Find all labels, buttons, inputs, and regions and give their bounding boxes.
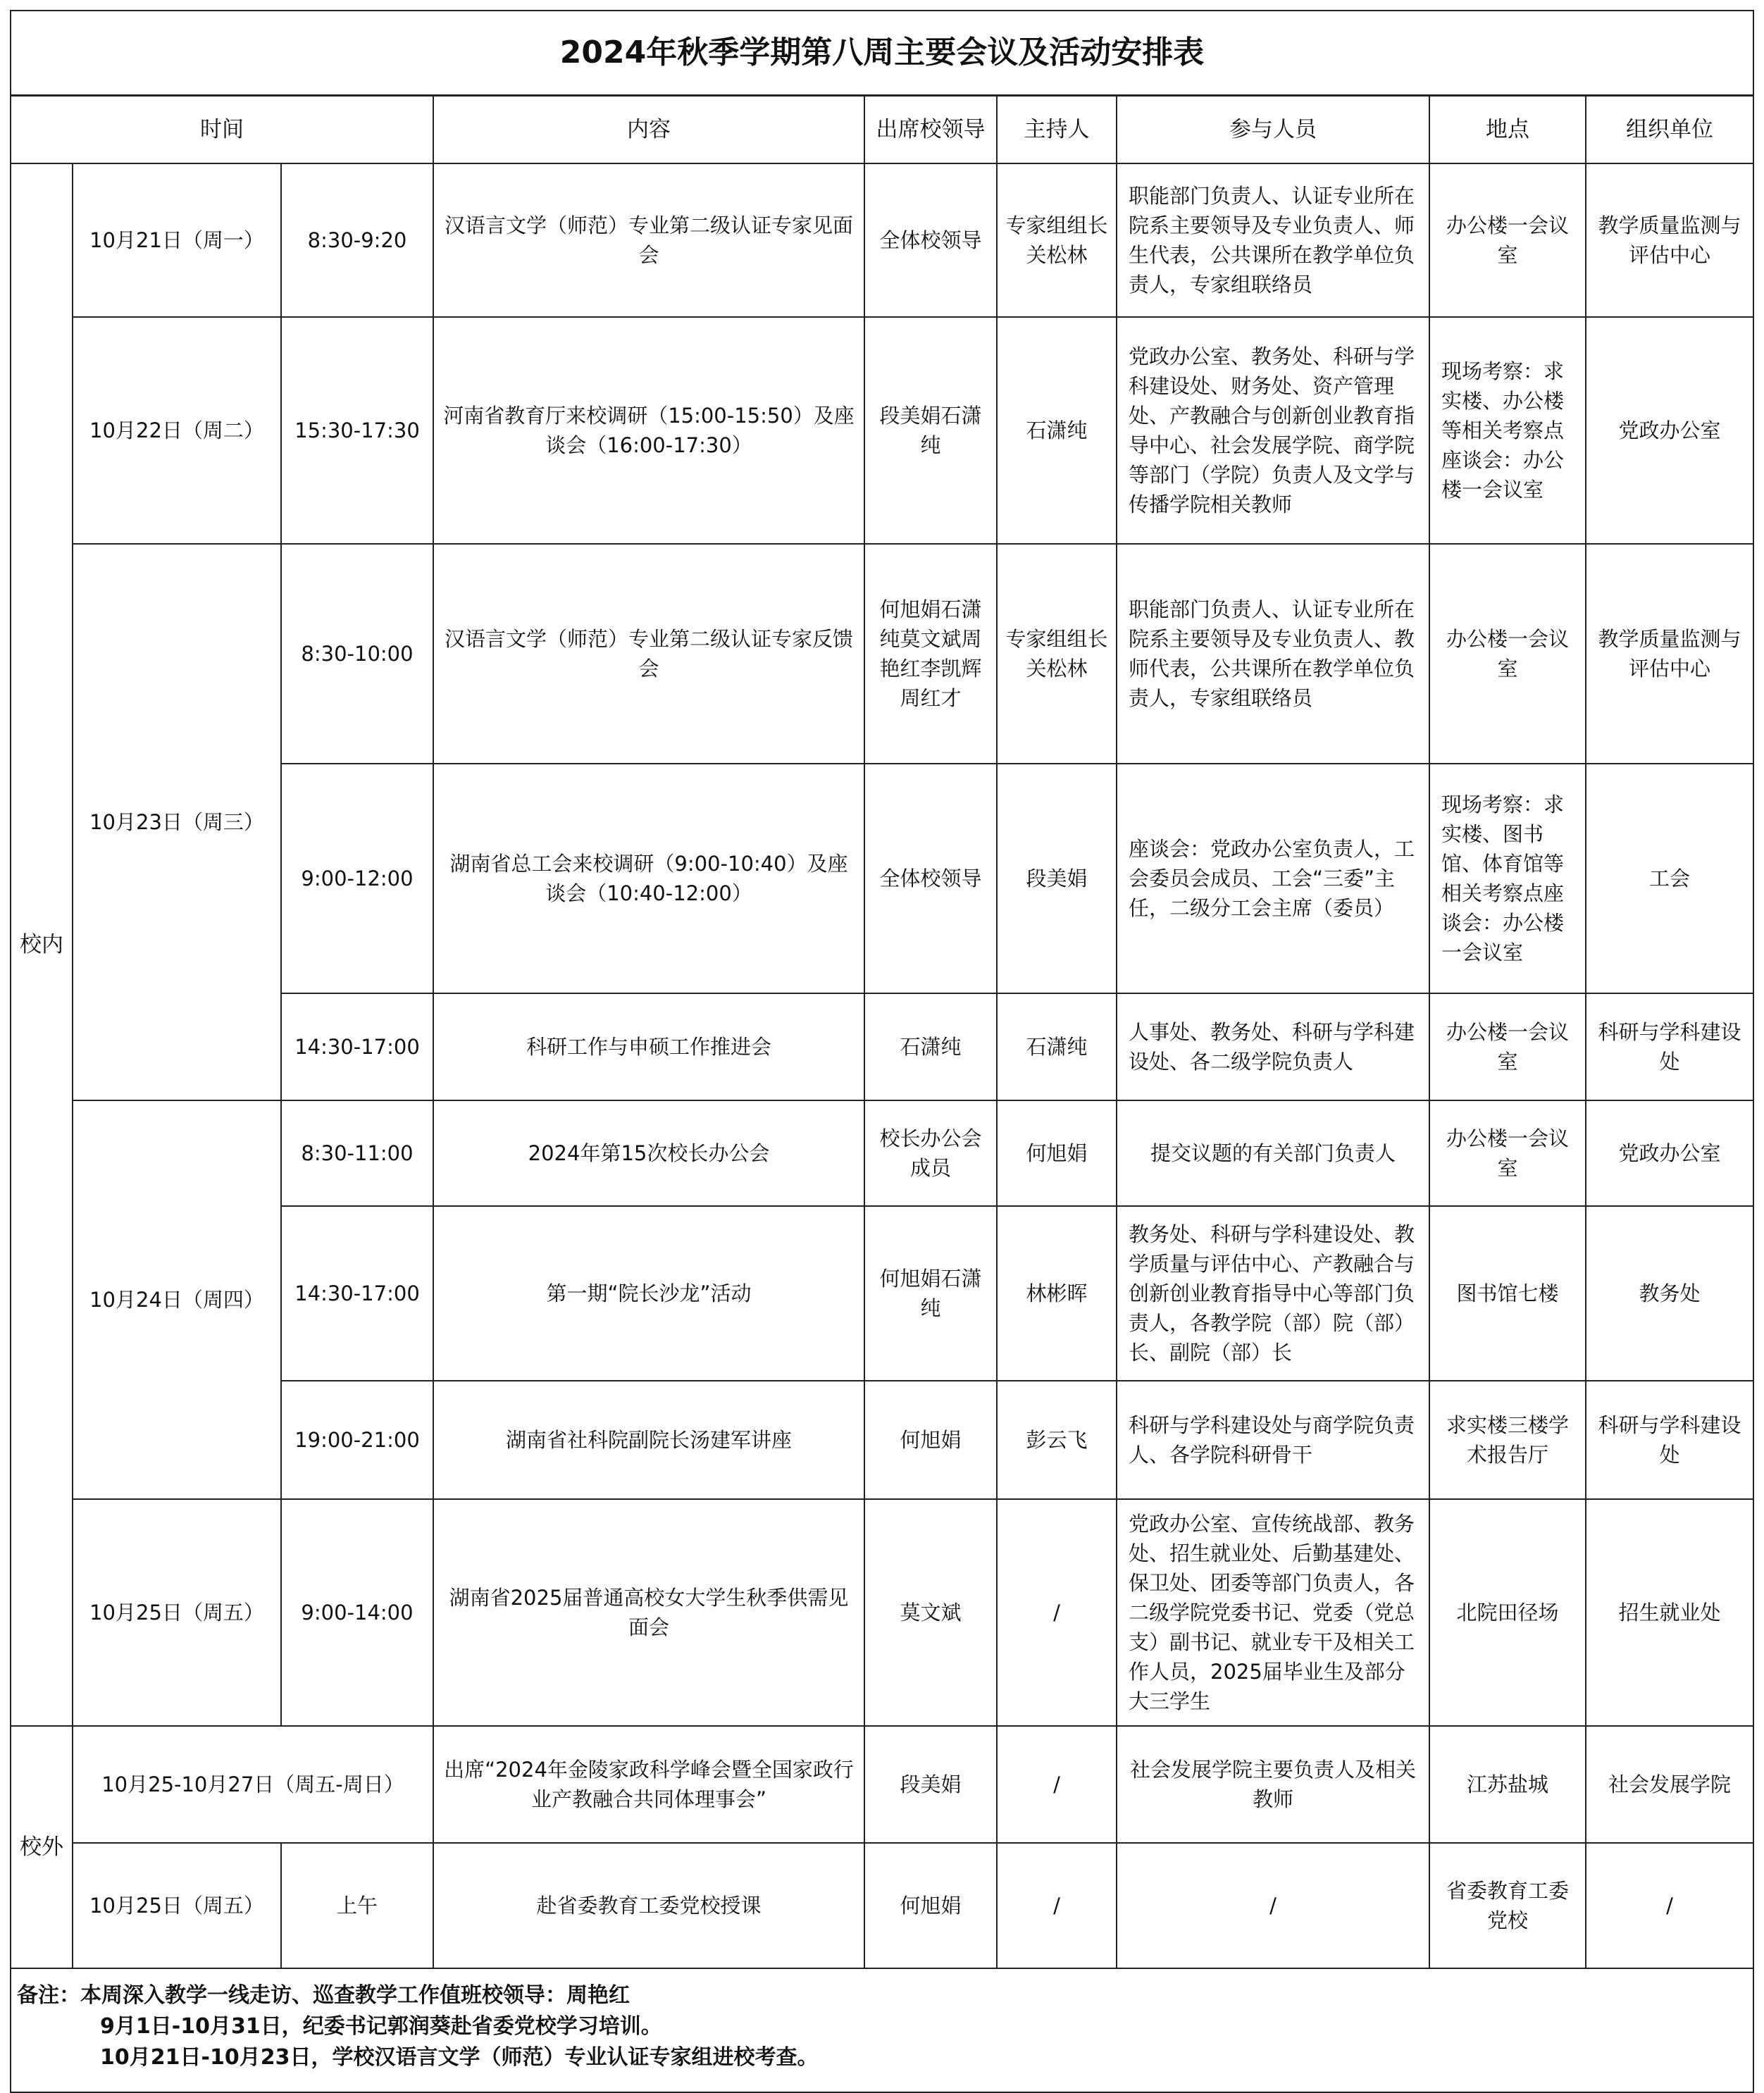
header-location: 地点	[1429, 96, 1586, 164]
host-cell: 专家组组长关松林	[997, 163, 1117, 317]
table-row	[11, 544, 1753, 764]
note-line: 备注：本周深入教学一线走访、巡查教学工作值班校领导：周艳红	[17, 1983, 630, 2008]
note-line: 10月21日-10月23日，学校汉语言文学（师范）专业认证专家组进校考查。	[100, 2045, 819, 2070]
content-cell: 汉语言文学（师范）专业第二级认证专家反馈会	[433, 544, 864, 764]
time-cell: 19:00-21:00	[281, 1381, 433, 1499]
page-title: 2024年秋季学期第八周主要会议及活动安排表	[11, 11, 1753, 96]
location-cell: 办公楼一会议室	[1429, 163, 1586, 317]
content-cell: 湖南省社科院副院长汤建军讲座	[433, 1381, 864, 1499]
location-cell: 图书馆七楼	[1429, 1206, 1586, 1381]
participants-cell: 社会发展学院主要负责人及相关教师	[1117, 1726, 1429, 1843]
time-cell: 8:30-9:20	[281, 163, 433, 317]
organizer-cell: /	[1586, 1843, 1753, 1968]
leader-cell: 何旭娟	[864, 1381, 997, 1499]
host-cell: /	[997, 1726, 1117, 1843]
participants-cell: 党政办公室、教务处、科研与学科建设处、财务处、资产管理处、产教融合与创新创业教育指导中心、社会发展学院、商学院等部门（学院）负责人及文学与传播学院相关教师	[1117, 317, 1429, 544]
host-cell: /	[997, 1499, 1117, 1726]
header-host: 主持人	[997, 96, 1117, 164]
header-content: 内容	[433, 96, 864, 164]
organizer-cell: 工会	[1586, 764, 1753, 993]
host-cell: 何旭娟	[997, 1100, 1117, 1206]
time-cell: 14:30-17:00	[281, 1206, 433, 1381]
leader-cell: 全体校领导	[864, 764, 997, 993]
content-cell: 科研工作与申硕工作推进会	[433, 993, 864, 1100]
location-cell: 北院田径场	[1429, 1499, 1586, 1726]
table-row	[11, 1726, 1753, 1843]
schedule-sheet	[10, 10, 1753, 2093]
organizer-cell: 教学质量监测与评估中心	[1586, 163, 1753, 317]
header-leader: 出席校领导	[864, 96, 997, 164]
date-cell: 10月23日（周三）	[73, 544, 281, 1100]
content-cell: 湖南省总工会来校调研（9:00-10:40）及座谈会（10:40-12:00）	[433, 764, 864, 993]
leader-cell: 段美娟	[864, 1726, 997, 1843]
leader-cell: 何旭娟石潇纯	[864, 1206, 997, 1381]
date-cell: 10月21日（周一）	[73, 163, 281, 317]
participants-cell: /	[1117, 1843, 1429, 1968]
organizer-cell: 科研与学科建设处	[1586, 993, 1753, 1100]
time-cell: 8:30-11:00	[281, 1100, 433, 1206]
participants-cell: 提交议题的有关部门负责人	[1117, 1100, 1429, 1206]
leader-cell: 全体校领导	[864, 163, 997, 317]
host-cell: 石潇纯	[997, 993, 1117, 1100]
location-cell: 求实楼三楼学术报告厅	[1429, 1381, 1586, 1499]
time-cell: 9:00-12:00	[281, 764, 433, 993]
date-cell: 10月25-10月27日（周五-周日）	[73, 1726, 433, 1843]
host-cell: 专家组组长关松林	[997, 544, 1117, 764]
group-label-outside: 校外	[11, 1726, 73, 1968]
host-cell: 石潇纯	[997, 317, 1117, 544]
group-label-inside: 校内	[11, 163, 73, 1726]
date-cell: 10月25日（周五）	[73, 1843, 281, 1968]
leader-cell: 校长办公会成员	[864, 1100, 997, 1206]
time-cell: 上午	[281, 1843, 433, 1968]
location-cell: 办公楼一会议室	[1429, 544, 1586, 764]
date-cell: 10月22日（周二）	[73, 317, 281, 544]
date-cell: 10月24日（周四）	[73, 1100, 281, 1499]
organizer-cell: 招生就业处	[1586, 1499, 1753, 1726]
content-cell: 赴省委教育工委党校授课	[433, 1843, 864, 1968]
organizer-cell: 科研与学科建设处	[1586, 1381, 1753, 1499]
content-cell: 第一期“院长沙龙”活动	[433, 1206, 864, 1381]
time-cell: 14:30-17:00	[281, 993, 433, 1100]
content-cell: 湖南省2025届普通高校女大学生秋季供需见面会	[433, 1499, 864, 1726]
time-cell: 9:00-14:00	[281, 1499, 433, 1726]
time-cell: 15:30-17:30	[281, 317, 433, 544]
location-cell: 省委教育工委党校	[1429, 1843, 1586, 1968]
location-cell: 现场考察：求实楼、办公楼等相关考察点座谈会：办公楼一会议室	[1429, 317, 1586, 544]
leader-cell: 段美娟石潇纯	[864, 317, 997, 544]
content-cell: 河南省教育厅来校调研（15:00-15:50）及座谈会（16:00-17:30）	[433, 317, 864, 544]
note-line: 9月1日-10月31日，纪委书记郭润葵赴省委党校学习培训。	[100, 2014, 662, 2039]
table-row	[11, 317, 1753, 544]
schedule-table	[10, 10, 1754, 2093]
notes	[11, 1968, 1753, 2092]
location-cell: 办公楼一会议室	[1429, 1100, 1586, 1206]
host-cell: 彭云飞	[997, 1381, 1117, 1499]
content-cell: 汉语言文学（师范）专业第二级认证专家见面会	[433, 163, 864, 317]
table-row	[11, 1499, 1753, 1726]
participants-cell: 科研与学科建设处与商学院负责人、各学院科研骨干	[1117, 1381, 1429, 1499]
participants-cell: 教务处、科研与学科建设处、教学质量与评估中心、产教融合与创新创业教育指导中心等部门负责人，各教学院（部）院（部）长、副院（部）长	[1117, 1206, 1429, 1381]
header-organizer: 组织单位	[1586, 96, 1753, 164]
participants-cell: 党政办公室、宣传统战部、教务处、招生就业处、后勤基建处、保卫处、团委等部门负责人，各二级学院党委书记、党委（党总支）副书记、就业专干及相关工作人员，2025届毕业生及部分大三学生	[1117, 1499, 1429, 1726]
location-cell: 江苏盐城	[1429, 1726, 1586, 1843]
content-cell: 2024年第15次校长办公会	[433, 1100, 864, 1206]
organizer-cell: 教务处	[1586, 1206, 1753, 1381]
organizer-cell: 党政办公室	[1586, 1100, 1753, 1206]
leader-cell: 石潇纯	[864, 993, 997, 1100]
host-cell: 林彬晖	[997, 1206, 1117, 1381]
location-cell: 现场考察：求实楼、图书馆、体育馆等相关考察点座谈会：办公楼一会议室	[1429, 764, 1586, 993]
organizer-cell: 党政办公室	[1586, 317, 1753, 544]
header-time: 时间	[11, 96, 433, 164]
header-participants: 参与人员	[1117, 96, 1429, 164]
organizer-cell: 教学质量监测与评估中心	[1586, 544, 1753, 764]
participants-cell: 职能部门负责人、认证专业所在院系主要领导及专业负责人、师生代表，公共课所在教学单位负责人，专家组联络员	[1117, 163, 1429, 317]
leader-cell: 莫文斌	[864, 1499, 997, 1726]
table-row	[11, 1100, 1753, 1206]
header-row	[11, 96, 1753, 164]
content-cell: 出席“2024年金陵家政科学峰会暨全国家政行业产教融合共同体理事会”	[433, 1726, 864, 1843]
table-row	[11, 1843, 1753, 1968]
date-cell: 10月25日（周五）	[73, 1499, 281, 1726]
table-row	[11, 163, 1753, 317]
leader-cell: 何旭娟	[864, 1843, 997, 1968]
location-cell: 办公楼一会议室	[1429, 993, 1586, 1100]
leader-cell: 何旭娟石潇纯莫文斌周艳红李凯辉周红才	[864, 544, 997, 764]
participants-cell: 座谈会：党政办公室负责人，工会委员会成员、工会“三委”主任，二级分工会主席（委员）	[1117, 764, 1429, 993]
host-cell: /	[997, 1843, 1117, 1968]
time-cell: 8:30-10:00	[281, 544, 433, 764]
participants-cell: 人事处、教务处、科研与学科建设处、各二级学院负责人	[1117, 993, 1429, 1100]
participants-cell: 职能部门负责人、认证专业所在院系主要领导及专业负责人、教师代表，公共课所在教学单位负责人，专家组联络员	[1117, 544, 1429, 764]
host-cell: 段美娟	[997, 764, 1117, 993]
organizer-cell: 社会发展学院	[1586, 1726, 1753, 1843]
